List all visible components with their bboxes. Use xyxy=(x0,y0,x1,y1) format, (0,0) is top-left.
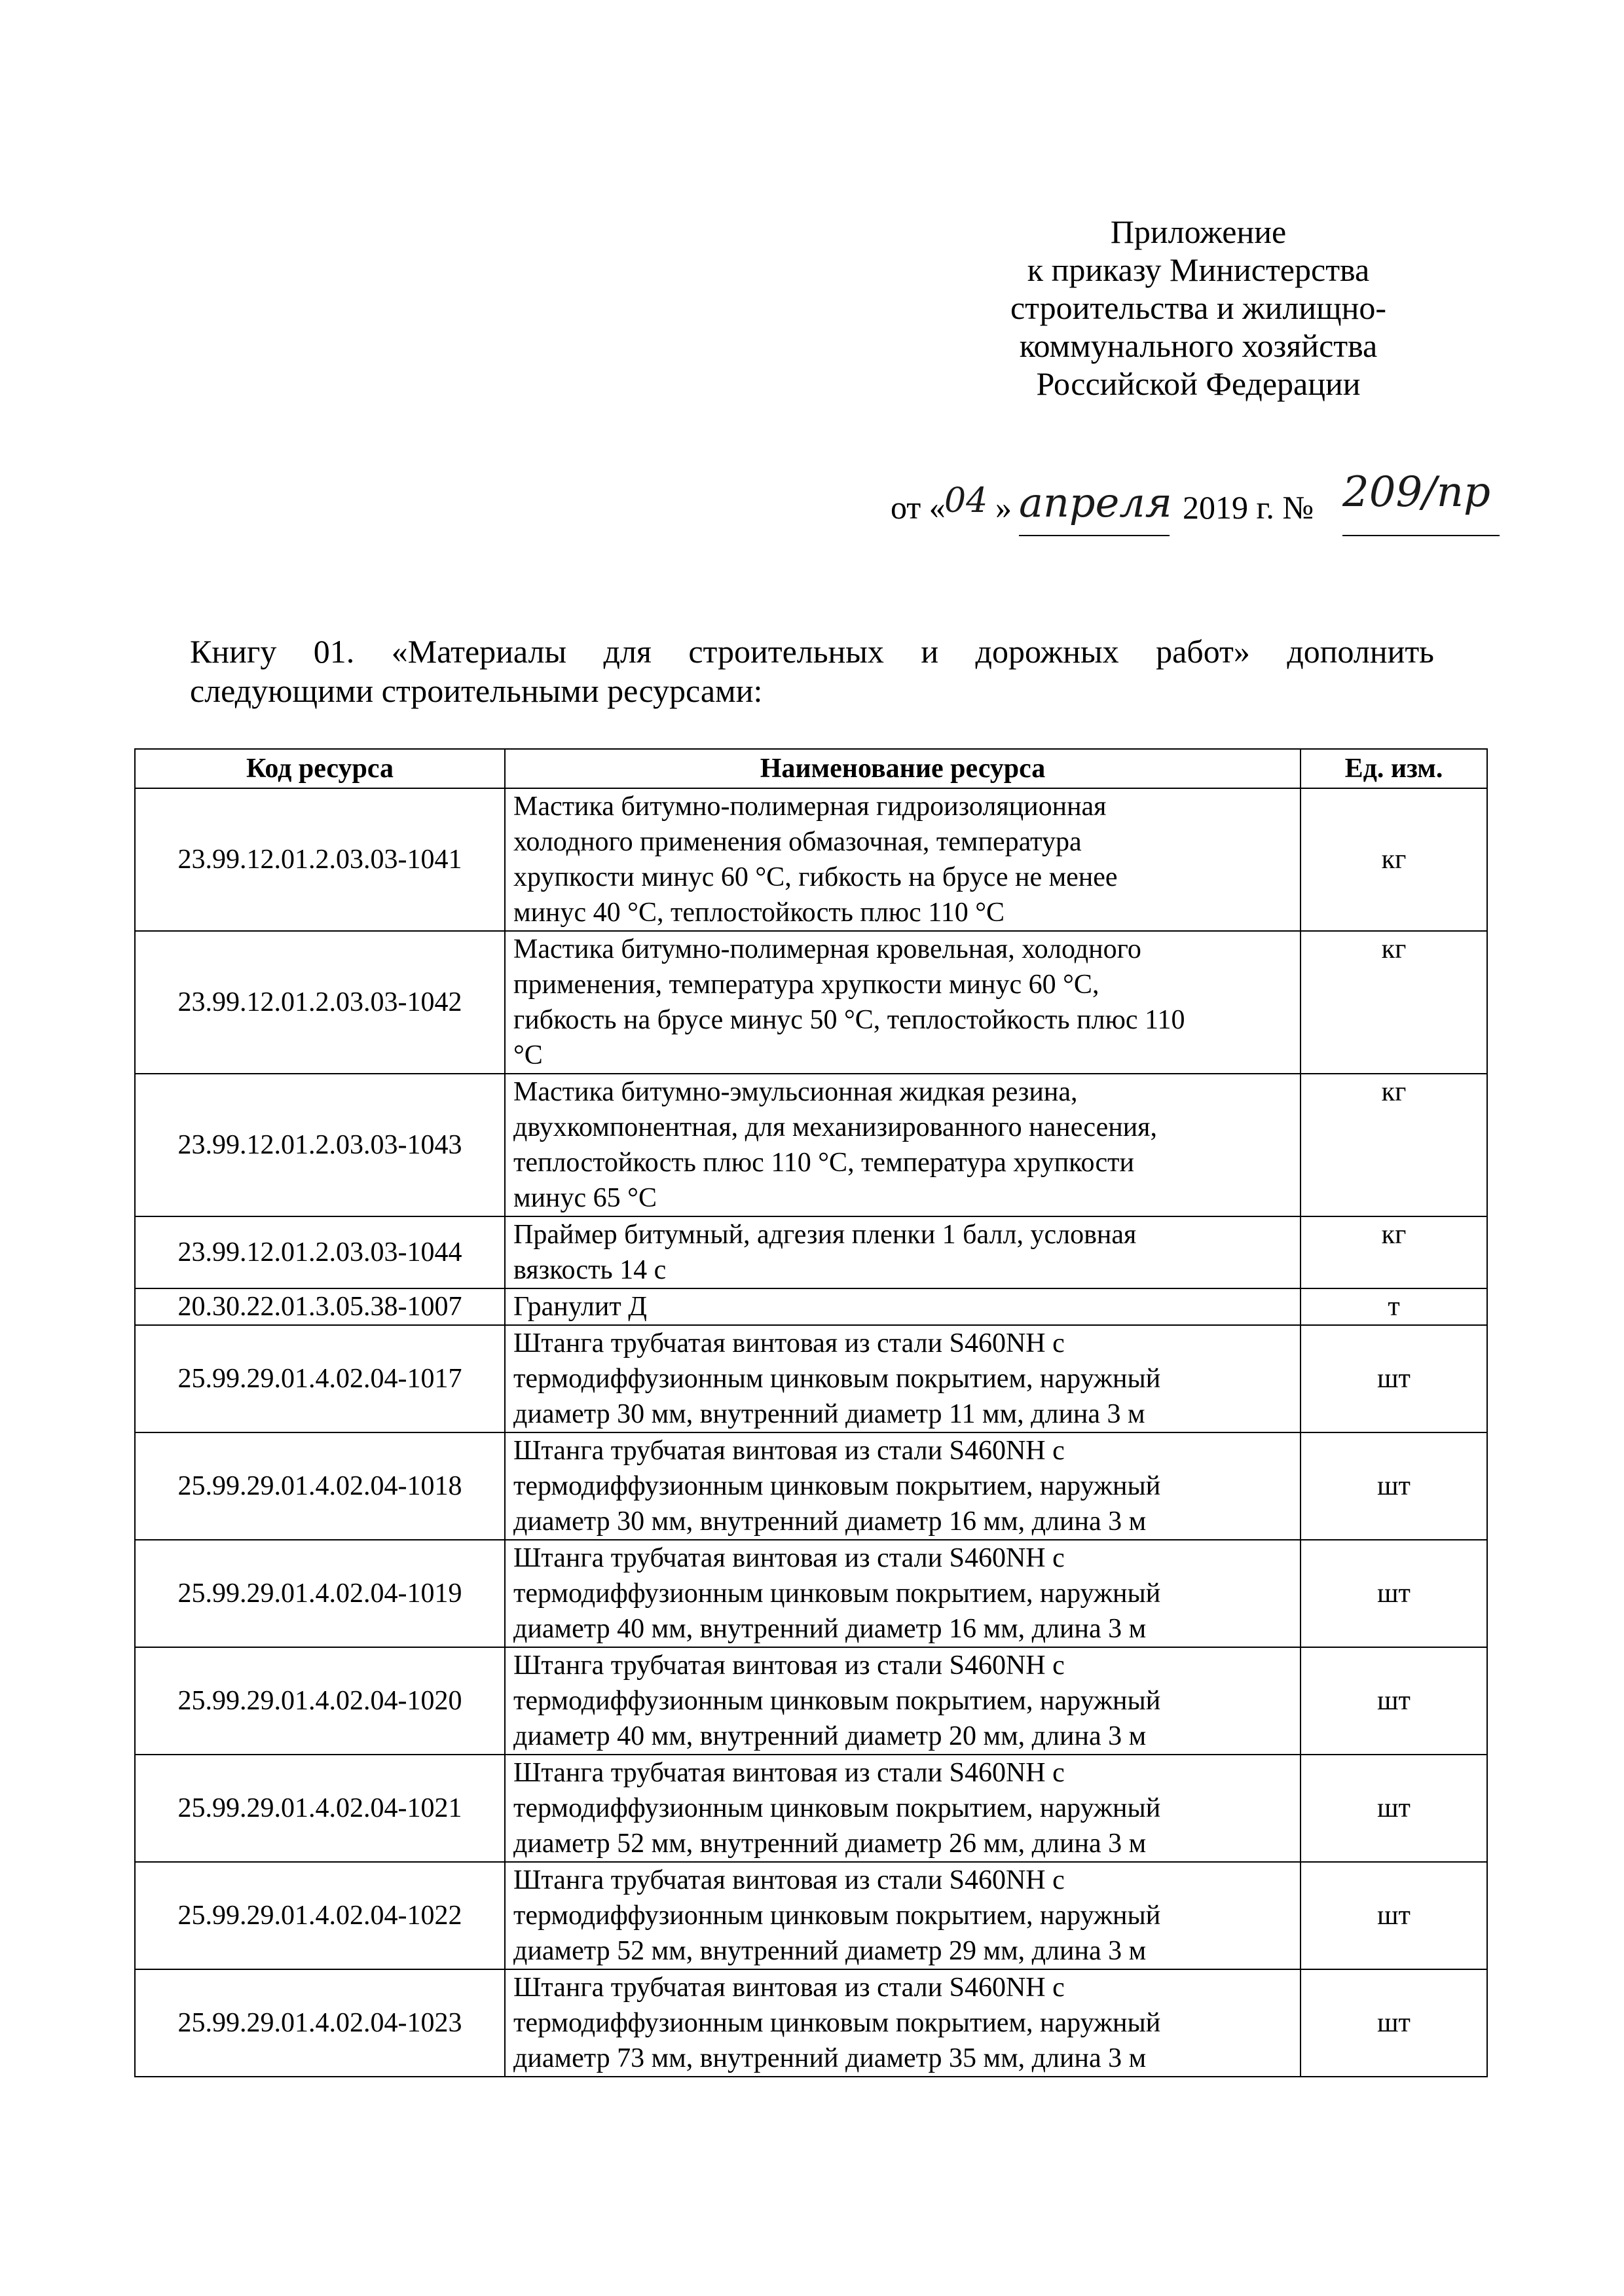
resource-name-line: термодиффузионным цинковым покрытием, наружный xyxy=(513,1901,1161,1931)
resource-unit: шт xyxy=(1301,1432,1487,1540)
resource-name-line: термодиффузионным цинковым покрытием, наружный xyxy=(513,2008,1161,2038)
resource-name-line: теплостойкость плюс 110 °С, температура хрупкости xyxy=(513,1148,1134,1178)
resource-code: 23.99.12.01.2.03.03-1043 xyxy=(135,1074,505,1216)
header-name: Наименование ресурса xyxy=(505,749,1301,788)
resource-name xyxy=(505,1755,1301,1862)
resources-table xyxy=(134,748,1488,2077)
resource-name-line: Штанга трубчатая винтовая из стали S460NH с xyxy=(513,1543,1065,1573)
intro-paragraph xyxy=(190,632,1434,710)
order-day-handwritten: 04 xyxy=(944,481,988,520)
resource-name xyxy=(505,1216,1301,1288)
resource-name-line: Штанга трубчатая винтовая из стали S460NH с xyxy=(513,1328,1065,1358)
header-code: Код ресурса xyxy=(135,749,505,788)
resource-code: 25.99.29.01.4.02.04-1021 xyxy=(135,1755,505,1862)
table-row xyxy=(135,1540,1487,1647)
resource-name-line: применения, температура хрупкости минус 60 °С, xyxy=(513,970,1099,1000)
resource-name-line: хрупкости минус 60 °С, гибкость на брусе не менее xyxy=(513,862,1118,892)
resource-code: 25.99.29.01.4.02.04-1017 xyxy=(135,1325,505,1432)
header-unit: Ед. изм. xyxy=(1301,749,1487,788)
resource-name xyxy=(505,1969,1301,2077)
approval-block xyxy=(904,213,1493,403)
resource-code: 23.99.12.01.2.03.03-1042 xyxy=(135,931,505,1074)
resource-unit: шт xyxy=(1301,1325,1487,1432)
resource-code: 25.99.29.01.4.02.04-1018 xyxy=(135,1432,505,1540)
table-row xyxy=(135,1216,1487,1288)
resource-name-line: Мастика битумно-полимерная гидроизоляционная xyxy=(513,792,1107,822)
order-number-handwritten: 209/пр xyxy=(1342,468,1490,517)
resource-unit: кг xyxy=(1301,1074,1487,1216)
approval-line: к приказу Министерства xyxy=(1027,251,1370,288)
resource-name-line: термодиффузионным цинковым покрытием, наружный xyxy=(513,1471,1161,1501)
resource-code: 25.99.29.01.4.02.04-1023 xyxy=(135,1969,505,2077)
resource-name xyxy=(505,1862,1301,1969)
order-prefix: от « xyxy=(891,489,946,526)
resource-unit: шт xyxy=(1301,1969,1487,2077)
resource-code: 23.99.12.01.2.03.03-1044 xyxy=(135,1216,505,1288)
resource-name-line: минус 40 °С, теплостойкость плюс 110 °С xyxy=(513,898,1005,928)
resource-unit: шт xyxy=(1301,1540,1487,1647)
table-row xyxy=(135,1325,1487,1432)
month-underline xyxy=(1019,535,1170,536)
approval-line: строительства и жилищно- xyxy=(1010,289,1387,326)
resource-name xyxy=(505,1432,1301,1540)
resource-name xyxy=(505,1647,1301,1755)
table-header-row xyxy=(135,749,1487,788)
resource-name-line: диаметр 73 мм, внутренний диаметр 35 мм, длина 3 м xyxy=(513,2043,1147,2073)
resource-code: 25.99.29.01.4.02.04-1020 xyxy=(135,1647,505,1755)
resource-unit: шт xyxy=(1301,1755,1487,1862)
resource-code: 25.99.29.01.4.02.04-1022 xyxy=(135,1862,505,1969)
table-row xyxy=(135,1647,1487,1755)
intro-line-2: следующими строительными ресурсами: xyxy=(190,672,763,709)
resource-code: 23.99.12.01.2.03.03-1041 xyxy=(135,788,505,931)
table-row xyxy=(135,1074,1487,1216)
resource-name-line: термодиффузионным цинковым покрытием, наружный xyxy=(513,1793,1161,1823)
resource-name-line: двухкомпонентная, для механизированного нанесения, xyxy=(513,1112,1158,1142)
table-row xyxy=(135,1432,1487,1540)
resource-name-line: диаметр 52 мм, внутренний диаметр 26 мм, длина 3 м xyxy=(513,1829,1147,1859)
resource-name-line: Праймер битумный, адгезия пленки 1 балл, условная xyxy=(513,1220,1137,1250)
resource-name-line: °С xyxy=(513,1040,543,1070)
resource-unit: шт xyxy=(1301,1862,1487,1969)
resource-name-line: Гранулит Д xyxy=(513,1292,647,1322)
resource-name-line: Штанга трубчатая винтовая из стали S460NH с xyxy=(513,1758,1065,1788)
resource-name xyxy=(505,1074,1301,1216)
resource-unit: кг xyxy=(1301,1216,1487,1288)
resource-name-line: минус 65 °С xyxy=(513,1183,657,1213)
table-row xyxy=(135,931,1487,1074)
approval-line: Приложение xyxy=(1110,213,1287,250)
resource-name-line: Мастика битумно-полимерная кровельная, холодного xyxy=(513,934,1141,964)
resource-code: 20.30.22.01.3.05.38-1007 xyxy=(135,1288,505,1325)
resource-name-line: диаметр 30 мм, внутренний диаметр 11 мм, длина 3 м xyxy=(513,1399,1145,1429)
resource-name xyxy=(505,1288,1301,1325)
resource-name xyxy=(505,1325,1301,1432)
resource-name-line: термодиффузионным цинковым покрытием, наружный xyxy=(513,1364,1161,1394)
resource-name-line: вязкость 14 с xyxy=(513,1255,667,1285)
resource-name xyxy=(505,788,1301,931)
resource-name-line: диаметр 30 мм, внутренний диаметр 16 мм, длина 3 м xyxy=(513,1506,1147,1537)
table-row xyxy=(135,1969,1487,2077)
resource-unit: т xyxy=(1301,1288,1487,1325)
intro-line-1: Книгу 01. «Материалы для строительных и дорожных работ» дополнить xyxy=(190,633,1434,670)
resource-name xyxy=(505,931,1301,1074)
table-row xyxy=(135,1288,1487,1325)
order-line xyxy=(891,462,1545,566)
resource-unit: шт xyxy=(1301,1647,1487,1755)
order-year-text: 2019 г. № xyxy=(1183,489,1314,526)
resource-name-line: Штанга трубчатая винтовая из стали S460NH с xyxy=(513,1436,1065,1466)
approval-line: Российской Федерации xyxy=(1036,365,1361,402)
number-underline xyxy=(1342,535,1500,536)
resource-name-line: Штанга трубчатая винтовая из стали S460NH с xyxy=(513,1973,1065,2003)
resource-name-line: холодного применения обмазочная, температура xyxy=(513,827,1082,857)
resource-name-line: термодиффузионным цинковым покрытием, наружный xyxy=(513,1686,1161,1716)
resource-name-line: диаметр 52 мм, внутренний диаметр 29 мм, длина 3 м xyxy=(513,1936,1147,1966)
resource-unit: кг xyxy=(1301,788,1487,931)
resource-name-line: диаметр 40 мм, внутренний диаметр 20 мм, длина 3 м xyxy=(513,1721,1147,1751)
approval-line: коммунального хозяйства xyxy=(1019,327,1378,364)
resource-name-line: Штанга трубчатая винтовая из стали S460NH с xyxy=(513,1865,1065,1895)
table-row xyxy=(135,1755,1487,1862)
table-row xyxy=(135,788,1487,931)
resource-name-line: Штанга трубчатая винтовая из стали S460NH с xyxy=(513,1650,1065,1681)
table-row xyxy=(135,1862,1487,1969)
resource-name-line: термодиффузионным цинковым покрытием, наружный xyxy=(513,1578,1161,1609)
resource-name-line: Мастика битумно-эмульсионная жидкая резина, xyxy=(513,1077,1078,1107)
order-quote-close: » xyxy=(995,489,1012,526)
resource-unit: кг xyxy=(1301,931,1487,1074)
resource-code: 25.99.29.01.4.02.04-1019 xyxy=(135,1540,505,1647)
resource-name xyxy=(505,1540,1301,1647)
resource-name-line: гибкость на брусе минус 50 °С, теплостойкость плюс 110 xyxy=(513,1005,1185,1035)
order-month-handwritten: апреля xyxy=(1019,479,1172,526)
resource-name-line: диаметр 40 мм, внутренний диаметр 16 мм, длина 3 м xyxy=(513,1614,1147,1644)
